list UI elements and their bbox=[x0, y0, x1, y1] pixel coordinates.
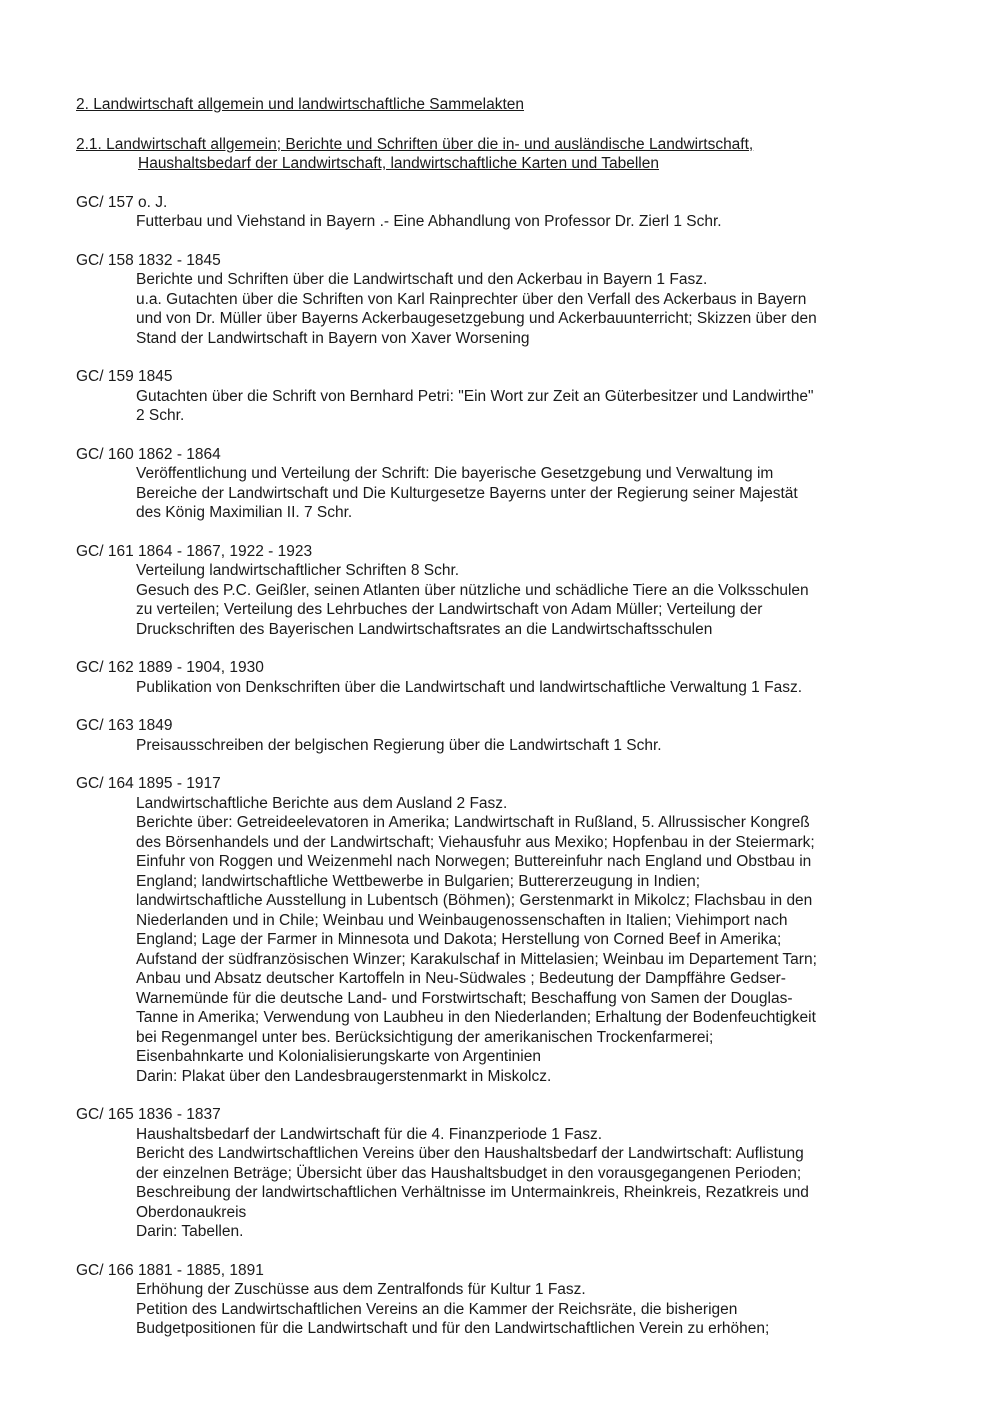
archive-entry bbox=[76, 251, 936, 349]
entry-description-line: Bericht des Landwirtschaftlichen Vereins über den Haushaltsbedarf der Landwirtschaft: Auflistung bbox=[136, 1145, 804, 1162]
archive-entry bbox=[76, 367, 936, 426]
entry-description-line: Budgetpositionen für die Landwirtschaft und für den Landwirtschaftlichen Verein zu erhöhen; bbox=[136, 1320, 770, 1337]
archive-entry bbox=[76, 542, 936, 640]
entry-description-line: Petition des Landwirtschaftlichen Vereins an die Kammer der Reichsräte, die bisherigen bbox=[136, 1300, 738, 1318]
entry-description-line: Verteilung landwirtschaftlicher Schriften 8 Schr. bbox=[136, 562, 460, 579]
entry-description-line: Aufstand der südfranzösischen Winzer; Karakulschaf in Mittelasien; Weinbau im Departement Tarn; bbox=[136, 950, 817, 968]
archive-entry bbox=[76, 1261, 936, 1339]
section-heading: 2. Landwirtschaft allgemein und landwirtschaftliche Sammelakten bbox=[76, 96, 525, 113]
entry-description-line: Gutachten über die Schrift von Bernhard Petri: "Ein Wort zur Zeit an Güterbesitzer und Landwirthe" bbox=[136, 387, 814, 405]
archive-entry bbox=[76, 193, 936, 232]
entry-signature: GC/ 160 1862 - 1864 bbox=[76, 445, 221, 463]
entry-description-line: Beschreibung der landwirtschaftlichen Verhältnisse im Untermainkreis, Rheinkreis, Rezatkreis und bbox=[136, 1184, 809, 1201]
entry-signature: GC/ 159 1845 bbox=[76, 368, 173, 385]
entry-description-line: bei Regenmangel unter bes. Berücksichtigung der amerikanischen Trockenfarmerei; bbox=[136, 1028, 714, 1046]
entry-description-line: Stand der Landwirtschaft in Bayern von Xaver Worsening bbox=[136, 329, 530, 347]
archive-entry bbox=[76, 1105, 936, 1242]
entry-description-line: Futterbau und Viehstand in Bayern .- Eine Abhandlung von Professor Dr. Zierl 1 Schr. bbox=[136, 213, 722, 230]
entry-description-line: Preisausschreiben der belgischen Regierung über die Landwirtschaft 1 Schr. bbox=[136, 736, 662, 754]
entry-description-line: und von Dr. Müller über Bayerns Ackerbaugesetzgebung und Ackerbauunterricht; Skizzen über den bbox=[136, 310, 817, 327]
entry-description-line: Oberdonaukreis bbox=[136, 1203, 247, 1221]
subsection-heading-line-1: 2.1. Landwirtschaft allgemein; Berichte und Schriften über die in- und ausländische Landwirtschaft, bbox=[76, 135, 754, 153]
entry-description-line: Landwirtschaftliche Berichte aus dem Ausland 2 Fasz. bbox=[136, 794, 508, 812]
entry-signature: GC/ 158 1832 - 1845 bbox=[76, 251, 221, 269]
entry-description-line: Erhöhung der Zuschüsse aus dem Zentralfonds für Kultur 1 Fasz. bbox=[136, 1281, 586, 1298]
archive-entry bbox=[76, 658, 936, 697]
entry-signature: GC/ 163 1849 bbox=[76, 717, 173, 734]
entry-description-line: Haushaltsbedarf der Landwirtschaft für die 4. Finanzperiode 1 Fasz. bbox=[136, 1125, 603, 1143]
entry-signature: GC/ 164 1895 - 1917 bbox=[76, 775, 221, 792]
entry-description-line: Niederlanden und in Chile; Weinbau und Weinbaugenossenschaften in Italien; Viehimport nach bbox=[136, 911, 788, 929]
entry-signature: GC/ 166 1881 - 1885, 1891 bbox=[76, 1261, 264, 1279]
archive-entry bbox=[76, 774, 936, 1086]
entry-description-line: Anbau und Absatz deutscher Kartoffeln in Neu-Südwales ; Bedeutung der Dampffähre Gedser- bbox=[136, 970, 786, 987]
entry-description-line: Publikation von Denkschriften über die Landwirtschaft und landwirtschaftliche Verwaltung 1 Fasz. bbox=[136, 678, 803, 696]
entry-description-line: landwirtschaftliche Ausstellung in Lubentsch (Böhmen); Gerstenmarkt in Mikolcz; Flachsbau in den bbox=[136, 892, 813, 909]
entry-description-line: England; Lage der Farmer in Minnesota und Dakota; Herstellung von Corned Beef in Amerika; bbox=[136, 931, 782, 948]
entry-description-line: England; landwirtschaftliche Wettbewerbe in Bulgarien; Buttererzeugung in Indien; bbox=[136, 872, 701, 890]
subsection-heading bbox=[76, 135, 936, 174]
entry-description-line: Einfuhr von Roggen und Weizenmehl nach Norwegen; Buttereinfuhr nach England und Obstbau in bbox=[136, 853, 812, 870]
entry-description-line: Berichte über: Getreideelevatoren in Amerika; Landwirtschaft in Rußland, 5. Allrussischer Kongreß bbox=[136, 814, 810, 831]
entry-description-line: Darin: Plakat über den Landesbraugerstenmarkt in Miskolcz. bbox=[136, 1067, 552, 1085]
entry-signature: GC/ 161 1864 - 1867, 1922 - 1923 bbox=[76, 542, 313, 560]
entry-description-line: u.a. Gutachten über die Schriften von Karl Rainprechter über den Verfall des Ackerbaus in Bayern bbox=[136, 290, 807, 308]
archive-entry bbox=[76, 445, 936, 523]
entry-signature: GC/ 165 1836 - 1837 bbox=[76, 1106, 221, 1123]
entry-description-line: des König Maximilian II. 7 Schr. bbox=[136, 504, 353, 521]
entry-list bbox=[76, 193, 936, 1339]
entry-description-line: Warnemünde für die deutsche Land- und Forstwirtschaft; Beschaffung von Samen der Douglas- bbox=[136, 989, 793, 1007]
entry-description-line: der einzelnen Beträge; Übersicht über das Haushaltsbudget in den vorausgegangenen Perioden; bbox=[136, 1164, 802, 1182]
entry-description-line: zu verteilen; Verteilung des Lehrbuches der Landwirtschaft von Adam Müller; Verteilung der bbox=[136, 601, 763, 618]
entry-description-line: Druckschriften des Bayerischen Landwirtschaftsrates an die Landwirtschaftsschulen bbox=[136, 620, 713, 638]
entry-description-line: Eisenbahnkarte und Kolonialisierungskarte von Argentinien bbox=[136, 1048, 541, 1065]
entry-description-line: 2 Schr. bbox=[136, 407, 185, 424]
entry-description-line: Tanne in Amerika; Verwendung von Laubheu in den Niederlanden; Erhaltung der Bodenfeuchtigkeit bbox=[136, 1009, 816, 1026]
entry-description-line: des Börsenhandels und der Landwirtschaft; Viehausfuhr aus Mexiko; Hopfenbau in der Steiermark; bbox=[136, 833, 815, 851]
entry-description-line: Veröffentlichung und Verteilung der Schrift: Die bayerische Gesetzgebung und Verwaltung im bbox=[136, 465, 774, 482]
entry-description-line: Berichte und Schriften über die Landwirtschaft und den Ackerbau in Bayern 1 Fasz. bbox=[136, 271, 708, 288]
entry-signature: GC/ 162 1889 - 1904, 1930 bbox=[76, 659, 264, 676]
document-page bbox=[76, 95, 936, 1358]
entry-signature: GC/ 157 o. J. bbox=[76, 193, 168, 211]
entry-description-line: Darin: Tabellen. bbox=[136, 1223, 244, 1240]
entry-description-line: Bereiche der Landwirtschaft und Die Kulturgesetze Bayerns unter der Regierung seiner Majestät bbox=[136, 484, 798, 502]
subsection-heading-line-2: Haushaltsbedarf der Landwirtschaft, landwirtschaftliche Karten und Tabellen bbox=[138, 155, 659, 172]
entry-description-line: Gesuch des P.C. Geißler, seinen Atlanten über nützliche und schädliche Tiere an die Volksschulen bbox=[136, 581, 809, 599]
archive-entry bbox=[76, 716, 936, 755]
